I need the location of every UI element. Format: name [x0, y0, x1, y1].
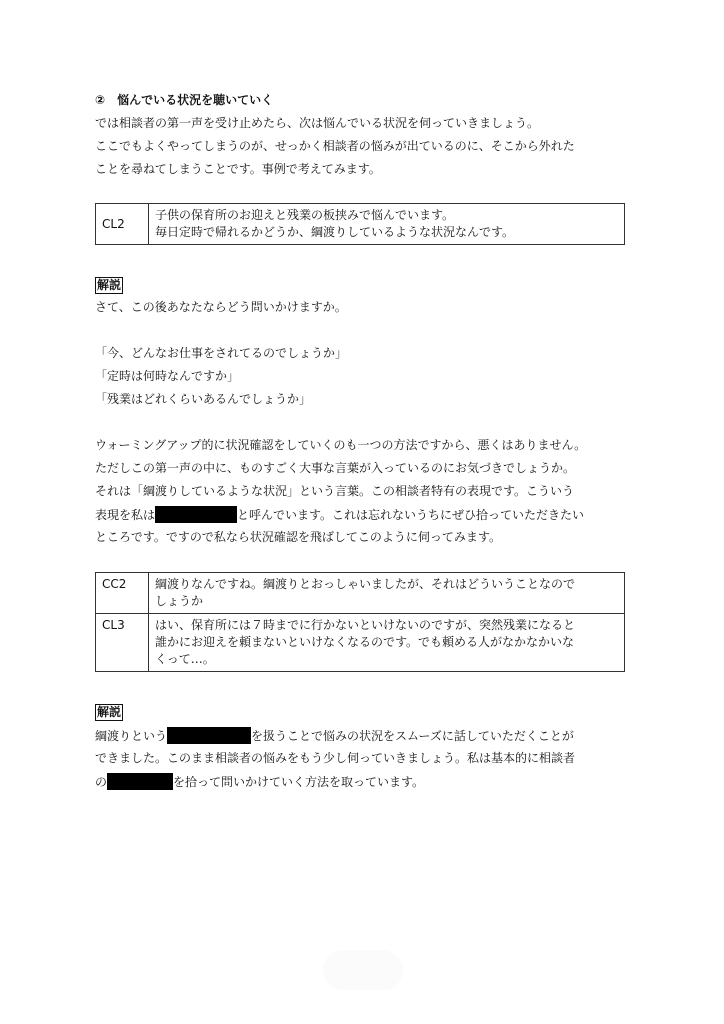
speaker-cell: CL2	[96, 204, 149, 245]
section-heading: ② 悩んでいる状況を聴いていく	[95, 93, 274, 107]
body-line-3: それは「綱渡りしているような状況」という言葉。この相談者特有の表現です。こういう	[95, 484, 575, 498]
utterance-cell	[149, 614, 625, 672]
utterance-cell	[149, 204, 625, 245]
utterance-line: 誰かにお迎えを頼まないといけなくなるのです。でも頼める人がなかなかいな	[155, 635, 575, 649]
page-number-area	[323, 950, 403, 990]
redaction-block	[107, 773, 173, 790]
utterance-line: くって…。	[155, 652, 215, 666]
example-question-1: 「今、どんなお仕事をされてるのでしょうか」	[95, 346, 348, 360]
body-line-4	[95, 506, 584, 523]
dialog-row	[96, 573, 625, 614]
conclusion-line-1-before: 綱渡りという	[95, 729, 168, 743]
conclusion-line-2: できました。このまま相談者の悩みをもう少し伺っていきましょう。私は基本的に相談者	[95, 751, 576, 765]
conclusion-line-1	[95, 727, 574, 744]
body-line-2: ただしこの第一声の中に、ものすごく大事な言葉が入っているのにお気づきでしょうか。	[95, 461, 576, 475]
dialog-table-1	[95, 203, 625, 245]
body-line-4-before: 表現を私は	[95, 508, 156, 522]
dialog-row	[96, 204, 625, 245]
redaction-block	[167, 727, 251, 744]
example-question-3: 「残業はどれくらいあるんでしょうか」	[95, 392, 312, 406]
body-line-5: ところです。ですので私なら状況確認を飛ばしてこのように伺ってみます。	[95, 530, 501, 544]
conclusion-line-1-after: を扱うことで悩みの状況をスムーズに話していただくことが	[251, 729, 574, 743]
dialog-row	[96, 614, 625, 672]
body-line-4-after: と呼んでいます。これは忘れないうちにぜひ拾っていただきたい	[237, 508, 585, 522]
speaker-cell: CL3	[96, 614, 149, 672]
speaker-cell: CC2	[96, 573, 149, 614]
utterance-line: しょうか	[155, 594, 204, 608]
redaction-block	[155, 506, 237, 523]
conclusion-line-3	[95, 773, 424, 790]
utterance-line: 綱渡りなんですね。綱渡りとおっしゃいましたが、それはどういうことなので	[155, 577, 576, 591]
conclusion-line-3-before: の	[95, 775, 108, 789]
commentary-label-2: 解説	[97, 705, 122, 719]
dialog-table-2	[95, 572, 625, 672]
utterance-line: はい、保育所には７時までに行かないといけないのですが、突然残業になると	[155, 618, 576, 632]
intro-line-3: ことを尋ねてしまうことです。事例で考えてみます。	[95, 162, 381, 176]
intro-line-1: では相談者の第一声を受け止めたら、次は悩んでいる状況を伺っていきましょう。	[95, 116, 540, 130]
body-line-1: ウォーミングアップ的に状況確認をしていくのも一つの方法ですから、悪くはありません。	[95, 438, 587, 452]
conclusion-line-3-after: を拾って問いかけていく方法を取っています。	[173, 775, 425, 789]
intro-line-2: ここでもよくやってしまうのが、せっかく相談者の悩みが出ているのに、そこから外れた	[95, 139, 575, 153]
commentary-label-1: 解説	[97, 278, 122, 292]
utterance-line: 毎日定時で帰れるかどうか、綱渡りしているような状況なんです。	[155, 225, 515, 239]
utterance-line: 子供の保育所のお迎えと残業の板挟みで悩んでいます。	[155, 208, 455, 222]
example-question-2: 「定時は何時なんですか」	[95, 369, 240, 383]
utterance-cell	[149, 573, 625, 614]
question-text: さて、この後あなたならどう問いかけますか。	[95, 300, 347, 314]
